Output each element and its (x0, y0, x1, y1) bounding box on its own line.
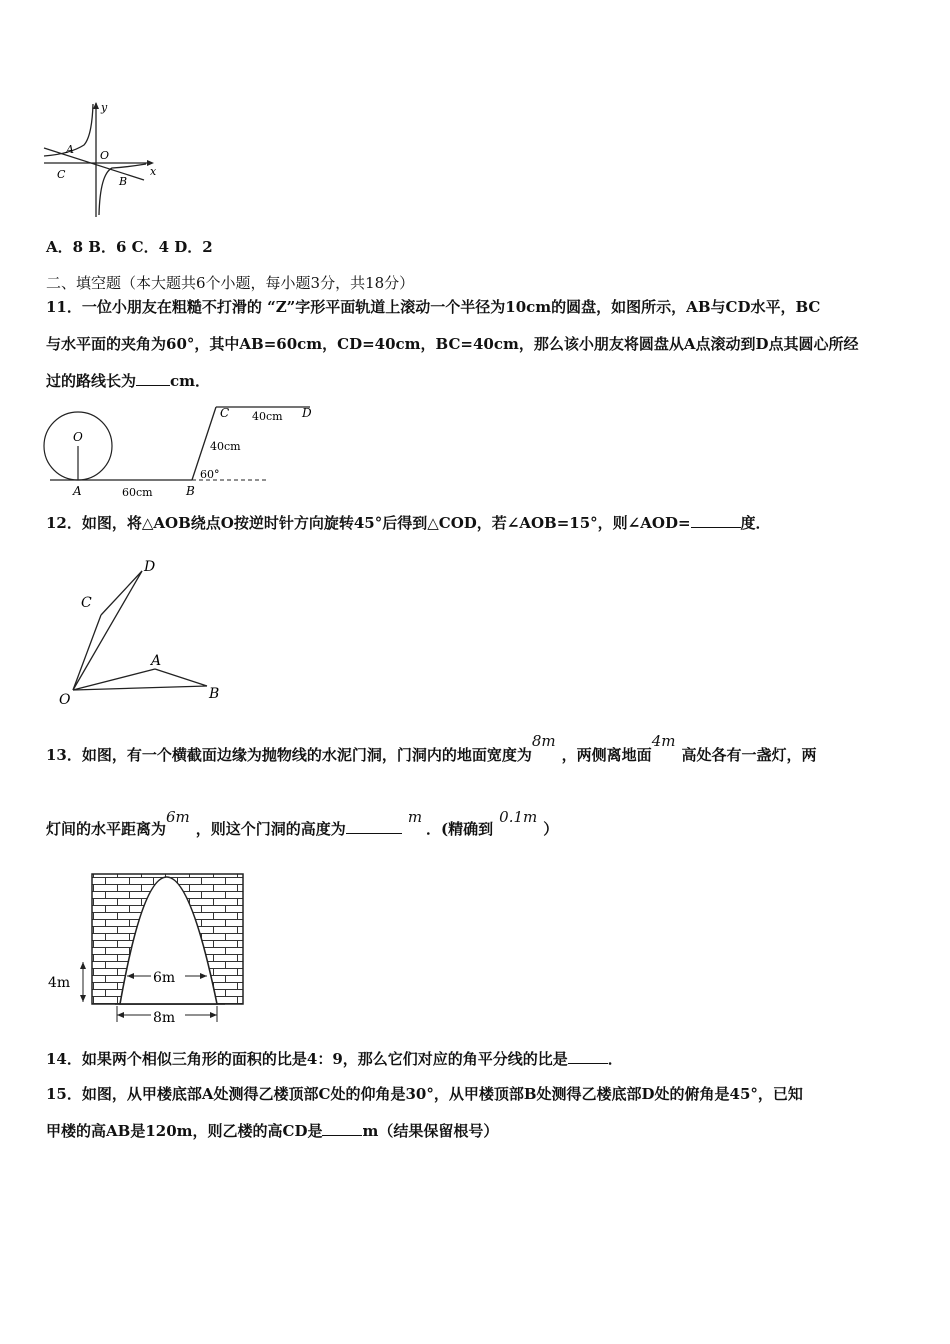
point-label-c: C (57, 168, 66, 181)
q11-line3 (46, 370, 210, 391)
q15-line2 (46, 1120, 498, 1141)
q10-graph (40, 100, 165, 220)
q14-text (46, 1048, 623, 1069)
q10-options: A．8 B．6 C．4 D．2 (46, 238, 213, 256)
q13-l2-b: ，则这个门洞的高度为 (195, 820, 346, 838)
q11-label-b: B (186, 484, 195, 498)
q12-label-o: O (59, 692, 71, 708)
q13-math-4m: 4m (651, 732, 676, 750)
q13-l2-c: ．(精确到 (426, 820, 494, 838)
q13-l2-d: ） (543, 820, 559, 838)
q15-text-pre: 甲楼的高AB是120m，则乙楼的高CD是 (46, 1122, 323, 1140)
point-label-a: A (66, 143, 74, 156)
q11-label-bc: 40cm (210, 440, 241, 453)
q14-answer-blank[interactable] (568, 1063, 608, 1064)
q11-label-cd: 40cm (252, 410, 283, 423)
q13-l1-a: 13．如图，有一个横截面边缘为抛物线的水泥门洞，门洞内的地面宽度为 (46, 746, 532, 764)
q11-label-a: A (73, 484, 82, 498)
q15-answer-blank[interactable] (322, 1135, 362, 1136)
q13-l1-b: ，两侧离地面 (561, 746, 652, 764)
q12-text-post: 度． (740, 514, 771, 532)
q11-text-post: cm． (170, 372, 211, 390)
q11-label-c: C (220, 406, 230, 420)
q13-line2 (46, 808, 559, 839)
q13-label-base-width: 8m (153, 1010, 176, 1026)
axis-label-x: x (150, 165, 157, 178)
q11-label-o: O (73, 430, 83, 444)
point-label-b: B (119, 175, 128, 188)
q13-math-unit: m (407, 808, 423, 826)
q11-text-pre: 过的路线长为 (46, 372, 137, 390)
q13-answer-blank[interactable] (346, 833, 402, 834)
q13-figure (45, 870, 250, 1030)
q12-label-b: B (209, 686, 220, 702)
q12-text-pre: 12．如图，将△AOB绕点O按逆时针方向旋转45°后得到△COD，若∠AOB=15°，则∠AOD= (46, 514, 691, 532)
q13-l1-c: 高处各有一盏灯，两 (681, 746, 817, 764)
q11-answer-blank[interactable] (136, 385, 170, 386)
axis-label-y: y (101, 101, 108, 114)
q12-text (46, 512, 771, 533)
q11-line1: 11．一位小朋友在粗糙不打滑的 “Z”字形平面轨道上滚动一个半径为10cm的圆盘，如图所示，AB与CD水平，BC (46, 298, 821, 316)
q11-label-ab: 60cm (122, 486, 153, 499)
q13-label-height: 4m (48, 975, 71, 991)
q12-answer-blank[interactable] (691, 527, 741, 528)
q12-label-c: C (81, 595, 92, 611)
point-label-o: O (100, 149, 110, 162)
q11-line2: 与水平面的夹角为60°，其中AB=60cm，CD=40cm，BC=40cm，那么该小朋友将圆盘从A点滚动到D点其圆心所经 (46, 335, 859, 353)
q11-label-d: D (302, 406, 312, 420)
q15-line1: 15．如图，从甲楼底部A处测得乙楼顶部C处的仰角是30°，从甲楼顶部B处测得乙楼底部D处的俯角是45°，已知 (46, 1085, 803, 1103)
q13-line1 (46, 732, 817, 765)
q13-l2-a: 灯间的水平距离为 (46, 820, 167, 838)
q13-label-inner-width: 6m (153, 970, 176, 986)
q12-figure (55, 555, 230, 710)
q11-figure (40, 400, 330, 502)
q13-math-precision: 0.1m (499, 808, 538, 826)
q12-label-a: A (151, 653, 162, 669)
q14-text-pre: 14．如果两个相似三角形的面积的比是4：9，那么它们对应的角平分线的比是 (46, 1050, 568, 1068)
q12-label-d: D (144, 559, 156, 575)
section-heading: 二、填空题（本大题共6个小题，每小题3分，共18分） (46, 274, 415, 292)
q15-text-post: m（结果保留根号） (362, 1122, 499, 1140)
q13-math-6m: 6m (166, 808, 190, 826)
q14-text-post: ． (607, 1050, 623, 1068)
q13-math-8m: 8m (531, 732, 556, 750)
q11-label-angle: 60° (200, 468, 220, 481)
